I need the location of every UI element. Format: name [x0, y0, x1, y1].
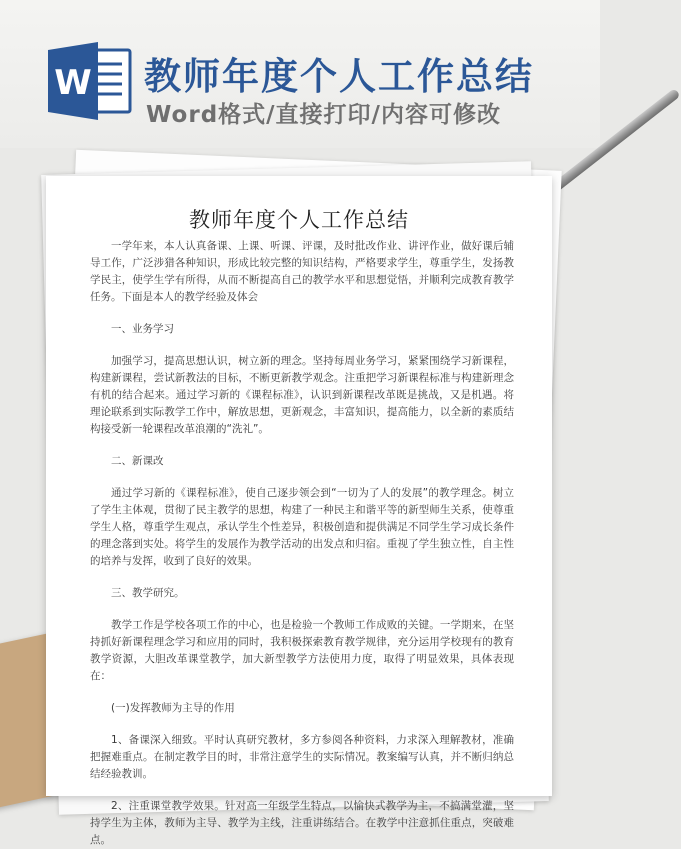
- banner-title: 教师年度个人工作总结: [144, 55, 534, 98]
- document-page: [46, 176, 552, 846]
- document-title: 教师年度个人工作总结: [189, 208, 409, 232]
- subsection-heading-teacher-role: (一)发挥教师为主导的作用: [111, 702, 235, 714]
- business-paragraph: 加强学习，提高思想认识，树立新的理念。坚持每周业务学习，紧紧围绕学习新课程，构建新课程，尝试新教法的目标，不断更新教学观念。注重把学习新课程标准与构建新理念有机的结合起来。通过学习新的《课程标准》，认识到新课程改革既是挑战，又是机遇。将理论联系到实际教学工作中，解放思想，更新观念，丰富知识，提高能力，以全新的素质结构接受新一轮课程改革浪潮的“洗礼”。: [90, 355, 514, 435]
- intro-paragraph: 一学年来，本人认真备课、上课、听课、评课，及时批改作业、讲评作业，做好课后辅导工作，广泛涉猎各种知识，形成比较完整的知识结构，严格要求学生，尊重学生，发扬教学民主，使学生学有所得，从而不断提高自己的教学水平和思想觉悟，并顺利完成教育教学任务。下面是本人的教学经验及体会: [90, 240, 514, 303]
- banner-subtitle: Word格式/直接打印/内容可修改: [146, 102, 501, 128]
- lesson-prep-paragraph: 1、备课深入细致。平时认真研究教材，多方参阅各种资料，力求深入理解教材，准确把握难重点。在制定教学目的时，非常注意学生的实际情况。教案编写认真，并不断归纳总结经验教训。: [90, 734, 514, 780]
- section-heading-business: 一、业务学习: [111, 323, 174, 335]
- document-body: [90, 238, 514, 849]
- reform-paragraph: 通过学习新的《课程标准》，使自己逐步领会到“一切为了人的发展”的教学理念。树立了学生主体观，贯彻了民主教学的思想，构建了一种民主和谐平等的新型师生关系，使尊重学生人格，尊重学生观点，承认学生个性差异，积极创造和提供满足不同学生学习成长条件的理念落到实处。将学生的发展作为教学活动的出发点和归宿。重视了学生独立性，自主性的培养与发挥，收到了良好的效果。: [90, 487, 514, 567]
- section-heading-reform: 二、新课改: [111, 455, 164, 467]
- classroom-effect-paragraph: 2、注重课堂教学效果。针对高一年级学生特点，以愉快式教学为主，不搞满堂灌，坚持学生为主体，教师为主导、教学为主线，注重讲练结合。在教学中注意抓住重点，突破难点。: [90, 800, 514, 846]
- word-icon: [46, 40, 134, 122]
- word-icon-letter: W: [54, 63, 92, 103]
- research-paragraph: 教学工作是学校各项工作的中心，也是检验一个教师工作成败的关键。一学期来，在坚持抓好新课程理念学习和应用的同时，我积极探索教育教学规律，充分运用学校现有的教育教学资源，大胆改革课堂教学，加大新型教学方法使用力度，取得了明显效果，具体表现在：: [90, 619, 514, 682]
- header-banner: [0, 0, 600, 148]
- section-heading-research: 三、教学研究。: [111, 587, 185, 599]
